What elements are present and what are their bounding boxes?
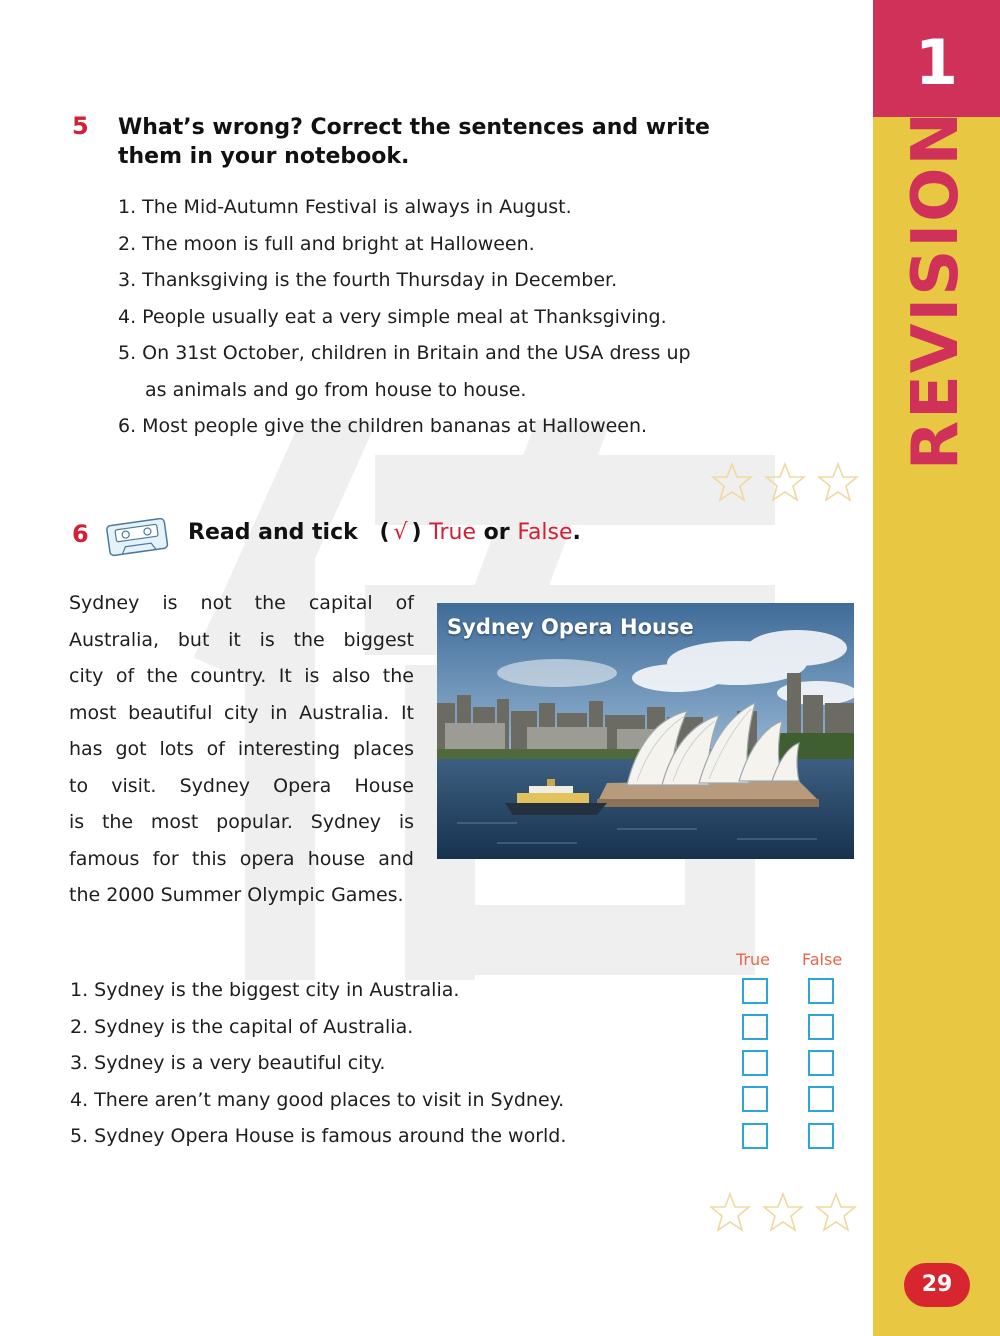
star-outline-icon xyxy=(766,464,804,500)
passage-line: most beautiful city in Australia. It xyxy=(69,701,414,724)
page-number: 29 xyxy=(904,1263,970,1307)
list-item: 3. Thanksgiving is the fourth Thursday in December. xyxy=(118,269,618,291)
reading-passage xyxy=(69,585,414,914)
false-checkbox-1[interactable] xyxy=(808,978,834,1004)
list-item: 5. On 31st October, children in Britain and the USA dress up xyxy=(118,342,691,364)
passage-line: city of the country. It is also the xyxy=(69,665,414,687)
unit-number-badge: 1 xyxy=(873,0,1000,117)
star-outline-icon xyxy=(711,1194,749,1230)
false-checkbox-4[interactable] xyxy=(808,1086,834,1112)
exercise-6-title xyxy=(188,520,581,545)
false-checkbox-3[interactable] xyxy=(808,1050,834,1076)
statement-item: 5. Sydney Opera House is famous around the world. xyxy=(70,1125,567,1147)
column-header-true: True xyxy=(736,950,770,969)
true-checkbox-2[interactable] xyxy=(742,1014,768,1040)
passage-line: famous for this opera house and xyxy=(69,847,414,870)
exercise-6-title-prefix: Read and tick xyxy=(188,520,358,545)
star-outline-icon xyxy=(764,1194,802,1230)
exercise-5-sentence-list xyxy=(118,189,691,445)
star-outline-icon xyxy=(713,464,751,500)
passage-line: the 2000 Summer Olympic Games. xyxy=(69,884,404,906)
list-item: 1. The Mid-Autumn Festival is always in August. xyxy=(118,196,572,218)
statement-item: 1. Sydney is the biggest city in Australia. xyxy=(70,979,460,1001)
exercise-6-number: 6 xyxy=(72,520,89,548)
statement-item: 2. Sydney is the capital of Australia. xyxy=(70,1015,414,1038)
exercise-5-title xyxy=(118,113,710,171)
false-checkbox-5[interactable] xyxy=(808,1123,834,1149)
list-item-continuation: as animals and go from house to house. xyxy=(145,378,527,401)
true-checkbox-5[interactable] xyxy=(742,1123,768,1149)
cassette-tape-icon xyxy=(104,514,170,558)
photo-caption: Sydney Opera House xyxy=(447,615,694,639)
revision-label: REVISION xyxy=(899,109,973,471)
passage-line: to visit. Sydney Opera House xyxy=(69,774,414,797)
true-checkbox-1[interactable] xyxy=(742,978,768,1004)
passage-line: is the most popular. Sydney is xyxy=(69,811,414,833)
opera-house-illustration xyxy=(437,603,854,859)
star-outline-icon xyxy=(819,464,857,500)
word-false: False xyxy=(517,520,573,545)
statement-item: 4. There aren’t many good places to visit in Sydney. xyxy=(70,1088,565,1111)
passage-line: Sydney is not the capital of xyxy=(69,592,414,614)
tick-mark: √ xyxy=(393,520,408,545)
false-checkbox-2[interactable] xyxy=(808,1014,834,1040)
passage-line: has got lots of interesting places xyxy=(69,738,414,760)
list-item: 6. Most people give the children bananas at Halloween. xyxy=(118,415,648,437)
star-outline-icon xyxy=(817,1194,855,1230)
title-period: . xyxy=(572,520,581,545)
true-checkbox-4[interactable] xyxy=(742,1086,768,1112)
word-or: or xyxy=(483,520,510,545)
exercise-5-title-line-2: them in your notebook. xyxy=(118,144,410,169)
column-header-false: False xyxy=(802,950,843,969)
word-true: True xyxy=(429,520,476,545)
list-item: 2. The moon is full and bright at Halloween. xyxy=(118,232,535,255)
statement-item: 3. Sydney is a very beautiful city. xyxy=(70,1052,386,1074)
rating-stars-exercise-5 xyxy=(710,462,860,502)
true-false-statement-list xyxy=(70,972,566,1155)
opera-house-photo xyxy=(437,603,854,859)
list-item: 4. People usually eat a very simple meal at Thanksgiving. xyxy=(118,305,667,328)
passage-line: Australia, but it is the biggest xyxy=(69,628,414,651)
exercise-5-title-line-1: What’s wrong? Correct the sentences and write xyxy=(118,115,710,140)
paren-close: ) xyxy=(411,520,422,545)
paren-open: ( xyxy=(379,520,390,545)
rating-stars-exercise-6 xyxy=(708,1192,858,1232)
true-checkbox-3[interactable] xyxy=(742,1050,768,1076)
exercise-5-number: 5 xyxy=(72,112,89,140)
